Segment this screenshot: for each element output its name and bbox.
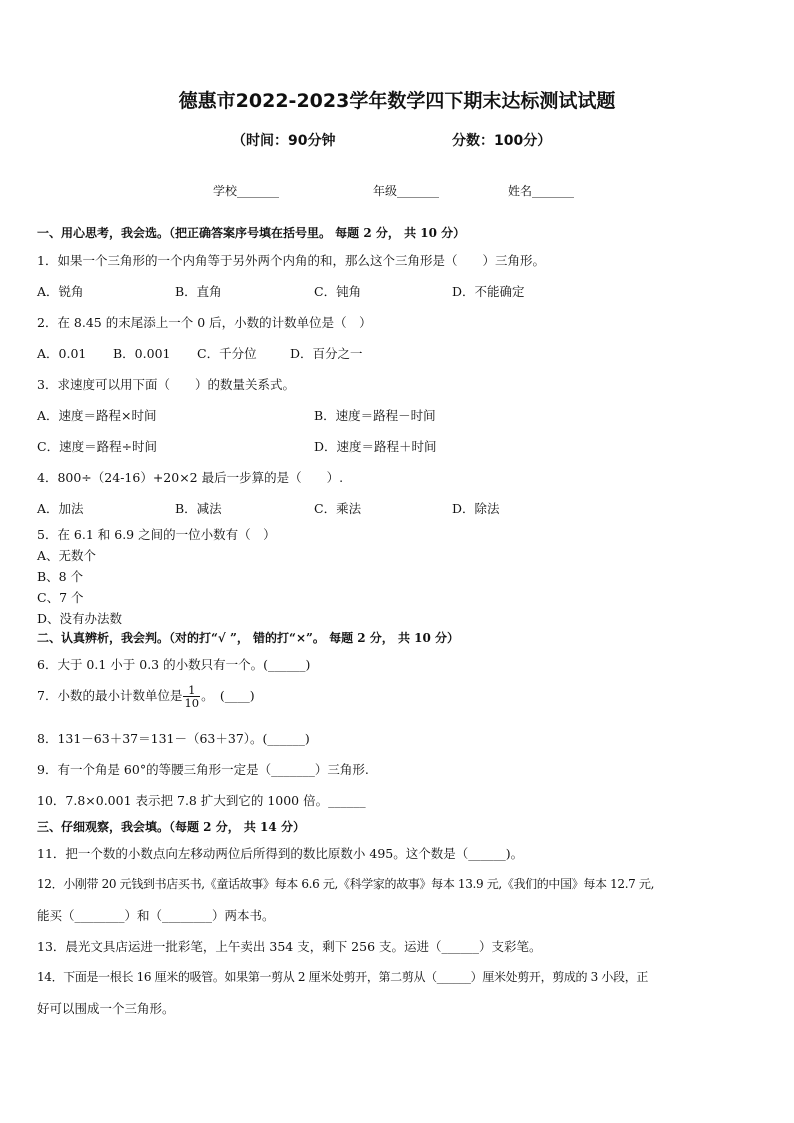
- q3-option-c: C．速度＝路程÷时间: [37, 439, 158, 454]
- section-2-heading: 二、认真辨析，我会判。（对的打“√ ”， 错的打“×”。 每题 2 分， 共 10 分）: [37, 631, 460, 645]
- exam-score: 分数：100分）: [452, 133, 552, 149]
- q1-option-d: D．不能确定: [452, 284, 525, 299]
- page-title: 德惠市2022-2023学年数学四下期末达标测试试题: [178, 90, 616, 112]
- question-9: 9．有一个角是 60°的等腰三角形一定是（_______）三角形.: [37, 762, 369, 777]
- fraction-numerator: 1: [183, 684, 200, 697]
- question-11: 11．把一个数的小数点向左移动两位后所得到的数比原数小 495。这个数是（______)。: [37, 846, 524, 861]
- question-4: 4．800÷（24-16）+20×2 最后一步算的是（ ）.: [37, 470, 344, 485]
- q5-option-a: A、无数个: [37, 548, 97, 563]
- name-field: 姓名_______: [508, 184, 575, 198]
- q2-option-d: D．百分之一: [290, 346, 363, 361]
- q3-option-b: B．速度＝路程－时间: [314, 408, 436, 423]
- fraction-denominator: 10: [184, 696, 200, 710]
- question-14-line-1: 14．下面是一根长 16 厘米的吸管。如果第一剪从 2 厘米处剪开，第二剪从（______）厘米处剪开，剪成的 3 小段，正: [37, 970, 648, 984]
- section-3-heading: 三、仔细观察，我会填。（每题 2 分， 共 14 分）: [37, 820, 305, 834]
- question-5: 5．在 6.1 和 6.9 之间的一位小数有（ ）: [37, 527, 276, 542]
- q4-option-a: A．加法: [37, 501, 84, 516]
- question-3: 3．求速度可以用下面（ ）的数量关系式。: [37, 377, 295, 392]
- q3-option-d: D．速度＝路程＋时间: [314, 439, 437, 454]
- q2-option-b: B．0.001: [113, 346, 171, 361]
- question-10: 10．7.8×0.001 表示把 7.8 扩大到它的 1000 倍。______: [37, 793, 366, 808]
- grade-field: 年级_______: [373, 184, 440, 198]
- fraction: [183, 684, 200, 709]
- q1-option-b: B．直角: [175, 284, 222, 299]
- q2-option-a: A．0.01: [37, 346, 87, 361]
- question-2: 2．在 8.45 的末尾添上一个 0 后，小数的计数单位是（ ）: [37, 315, 372, 330]
- question-6: 6．大于 0.1 小于 0.3 的小数只有一个。(______): [37, 657, 311, 672]
- q5-option-d: D、没有办法数: [37, 611, 123, 626]
- question-12-line-2: 能买（________）和（________）两本书。: [37, 908, 275, 923]
- q5-option-c: C、7 个: [37, 590, 84, 605]
- q7-text: 7．小数的最小计数单位是: [37, 688, 183, 703]
- q4-option-b: B．减法: [175, 501, 222, 516]
- q5-option-b: B、8 个: [37, 569, 84, 584]
- exam-time: （时间：90分钟: [232, 133, 336, 149]
- q7-blank: 。 (____): [201, 688, 255, 703]
- q3-option-a: A．速度＝路程×时间: [37, 408, 157, 423]
- section-1-heading: 一、用心思考，我会选。（把正确答案序号填在括号里。 每题 2 分， 共 10 分）: [37, 226, 466, 240]
- question-14-line-2: 好可以围成一个三角形。: [37, 1001, 175, 1016]
- q1-option-a: A．锐角: [37, 284, 84, 299]
- school-field: 学校_______: [213, 184, 280, 198]
- q1-option-c: C．钝角: [314, 284, 362, 299]
- q4-option-d: D．除法: [452, 501, 500, 516]
- question-12-line-1: 12．小刚带 20 元钱到书店买书,《童话故事》每本 6.6 元,《科学家的故事》每本 13.9 元,《我们的中国》每本 12.7 元,: [37, 877, 655, 891]
- q2-option-c: C．千分位: [197, 346, 257, 361]
- q4-option-c: C．乘法: [314, 501, 362, 516]
- question-1: 1．如果一个三角形的一个内角等于另外两个内角的和，那么这个三角形是（ ）三角形。: [37, 253, 545, 268]
- question-7: [37, 684, 255, 709]
- question-8: 8．131－63＋37＝131－（63＋37）。(______): [37, 731, 310, 746]
- question-13: 13．晨光文具店运进一批彩笔，上午卖出 354 支，剩下 256 支。运进（______）支彩笔。: [37, 939, 542, 954]
